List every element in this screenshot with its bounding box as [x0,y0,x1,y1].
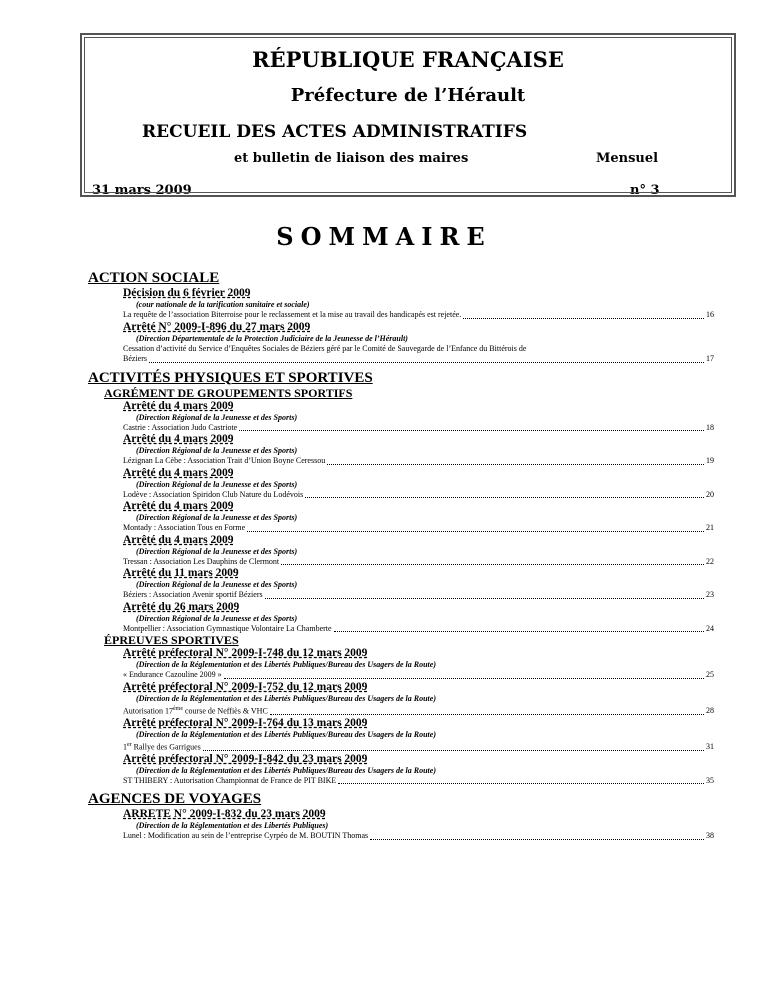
entry-text: La requête de l’association Biterroise pour le reclassement et la mise au travail des handicapés est rejetée. [123,310,462,319]
leader-dots [239,430,704,431]
act-organism: (Direction de la Réglementation et des Libertés Publiques) [136,821,329,831]
entry-text [123,740,201,753]
act-title[interactable]: Arrêté du 4 mars 2009 [123,433,234,445]
toc-entry[interactable] [123,310,714,321]
leader-dots [338,783,704,784]
act-organism: (Direction Régional de la Jeunesse et des Sports) [136,412,298,422]
page-number: 18 [706,422,714,432]
section-heading-sport[interactable]: ACTIVITÉS PHYSIQUES ET SPORTIVES [88,369,373,386]
leader-dots [270,714,704,715]
toc-entry[interactable] [123,704,714,717]
act-organism: (Direction Régional de la Jeunesse et des Sports) [136,613,298,623]
leader-dots [334,631,704,632]
toc-entry[interactable] [123,423,714,434]
toc-entry[interactable] [123,740,714,753]
entry-text-part: Autorisation 17 [123,706,173,716]
section-heading-voyages[interactable]: AGENCES DE VOYAGES [88,791,262,808]
leader-dots [149,362,704,363]
toc-entry[interactable] [123,557,714,568]
header-republique: RÉPUBLIQUE FRANÇAISE [252,47,564,72]
page-number: 20 [706,489,714,499]
act-title[interactable]: Arrêté du 4 mars 2009 [123,533,234,546]
act-title[interactable]: Arrêté du 26 mars 2009 [123,600,240,613]
page-number: 19 [706,456,714,465]
act-title[interactable]: Arrêté du 4 mars 2009 [123,500,234,512]
page-number: 21 [706,523,714,532]
act-organism: (Direction Régional de la Jeunesse et des Sports) [136,580,298,589]
page-number: 16 [706,310,714,319]
leader-dots [370,839,704,840]
act-title[interactable]: Arrêté préfectoral N° 2009-I-752 du 12 mars 2009 [123,680,368,693]
header-frequency: Mensuel [596,151,659,166]
act-organism: (Direction de la Réglementation et des Libertés Publiques/Bureau des Usagers de la Route) [136,765,436,775]
leader-dots [281,564,704,565]
superscript: ème [173,705,183,712]
leader-dots [463,318,704,319]
header-number: n° 3 [630,183,660,198]
act-title[interactable]: Arrêté du 4 mars 2009 [123,399,234,412]
page-number: 38 [706,831,714,841]
act-organism: (Direction de la Réglementation et des Libertés Publiques/Bureau des Usagers de la Route) [136,693,436,703]
entry-text: « Endurance Cazouline 2009 » [123,670,222,679]
toc-entry[interactable] [123,456,714,467]
toc-entry[interactable] [123,831,714,842]
entry-text: Castrie : Association Judo Castriote [123,422,238,432]
header-box [80,33,736,197]
act-organism: (Direction Régional de la Jeunesse et des Sports) [136,479,298,489]
toc-entry[interactable] [123,776,714,787]
page-number: 22 [706,556,714,566]
toc-entry[interactable] [123,354,714,365]
page-number: 23 [706,590,714,599]
act-organism: (Direction Départementale de la Protection Judiciaire de la Jeunesse de l’Hérault) [136,333,408,343]
entry-text-line: Cessation d’activité du Service d’Enquêtes Sociales de Béziers géré par le Comité de Sauvegarde de l’Enfance du Bittérois de [123,343,527,353]
page-number: 35 [706,775,714,785]
entry-text: Montady : Association Tous en Forme [123,523,246,532]
entry-text: Lunel : Modification au sein de l’entreprise Cyrpéo de M. BOUTIN Thomas [123,831,369,841]
entry-text: Montpellier : Association Gymnastique Volontaire La Chamberte [123,623,332,633]
page-number: 28 [706,706,714,716]
entry-text: Béziers [123,354,147,363]
act-title[interactable]: Arrêté préfectoral N° 2009-I-748 du 12 mars 2009 [123,647,368,659]
act-organism: (Direction Régional de la Jeunesse et des Sports) [136,513,298,522]
act-organism: (Direction de la Réglementation et des Libertés Publiques/Bureau des Usagers de la Route) [136,729,436,739]
act-title[interactable]: Arrêté préfectoral N° 2009-I-764 du 13 mars 2009 [123,716,368,729]
toc-entry[interactable] [123,523,714,534]
leader-dots [327,464,704,465]
entry-text-part: Rallye des Garrigues [131,742,201,752]
act-organism: (Direction Régional de la Jeunesse et des Sports) [136,446,298,455]
act-title[interactable]: Arrêté du 11 mars 2009 [123,567,239,579]
leader-dots [265,598,704,599]
sommaire-title: SOMMAIRE [276,222,492,251]
entry-text-part: course de Neffiès & VHC [183,706,268,716]
table-of-contents [88,270,714,842]
page-number: 25 [706,670,714,679]
subsection-heading-epreuves[interactable]: ÉPREUVES SPORTIVES [104,633,239,647]
leader-dots [247,531,704,532]
page-number: 17 [706,354,714,363]
header-recueil: RECUEIL DES ACTES ADMINISTRATIFS [142,122,528,142]
header-date: 31 mars 2009 [92,183,192,198]
entry-text: Lodève : Association Spiridon Club Nature du Lodévois [123,489,304,499]
act-title[interactable]: Arrêté N° 2009-I-896 du 27 mars 2009 [123,320,311,333]
section-heading-action-sociale[interactable]: ACTION SOCIALE [88,270,220,286]
entry-text: Lézignan La Cèbe : Association Trait d’Union Boyne Ceressou [123,456,326,465]
act-title[interactable]: Arrêté du 4 mars 2009 [123,466,234,479]
act-title[interactable]: Décision du 6 février 2009 [123,287,251,299]
act-organism: (cour nationale de la tarification sanitaire et sociale) [136,300,310,309]
subsection-heading-agrement[interactable]: AGRÉMENT DE GROUPEMENTS SPORTIFS [104,385,353,400]
leader-dots [203,750,704,751]
header-bulletin: et bulletin de liaison des maires [234,151,469,166]
act-title[interactable]: Arrêté préfectoral N° 2009-I-842 du 23 mars 2009 [123,752,368,765]
act-organism: (Direction de la Réglementation et des Libertés Publiques/Bureau des Usagers de la Route) [136,660,436,669]
entry-text-part: 1 [123,742,127,752]
entry-text: Béziers : Association Avenir sportif Béziers [123,590,263,599]
page-number: 24 [706,623,714,633]
entry-text [123,704,268,717]
entry-text: Tressan : Association Les Dauphins de Clermont [123,556,280,566]
entry-text: ST THIBERY : Autorisation Championnat de France de PIT BIKE [123,775,337,785]
leader-dots [305,497,704,498]
toc-entry[interactable] [123,490,714,501]
toc-entry[interactable] [123,590,714,601]
page-number: 31 [706,742,714,752]
toc-entry[interactable] [123,670,714,681]
leader-dots [224,678,704,679]
header-prefecture: Préfecture de l’Hérault [290,85,526,106]
act-title[interactable]: ARRETE N° 2009-I-832 du 23 mars 2009 [123,808,326,821]
act-organism: (Direction Régional de la Jeunesse et des Sports) [136,546,298,556]
superscript: er [127,741,132,748]
